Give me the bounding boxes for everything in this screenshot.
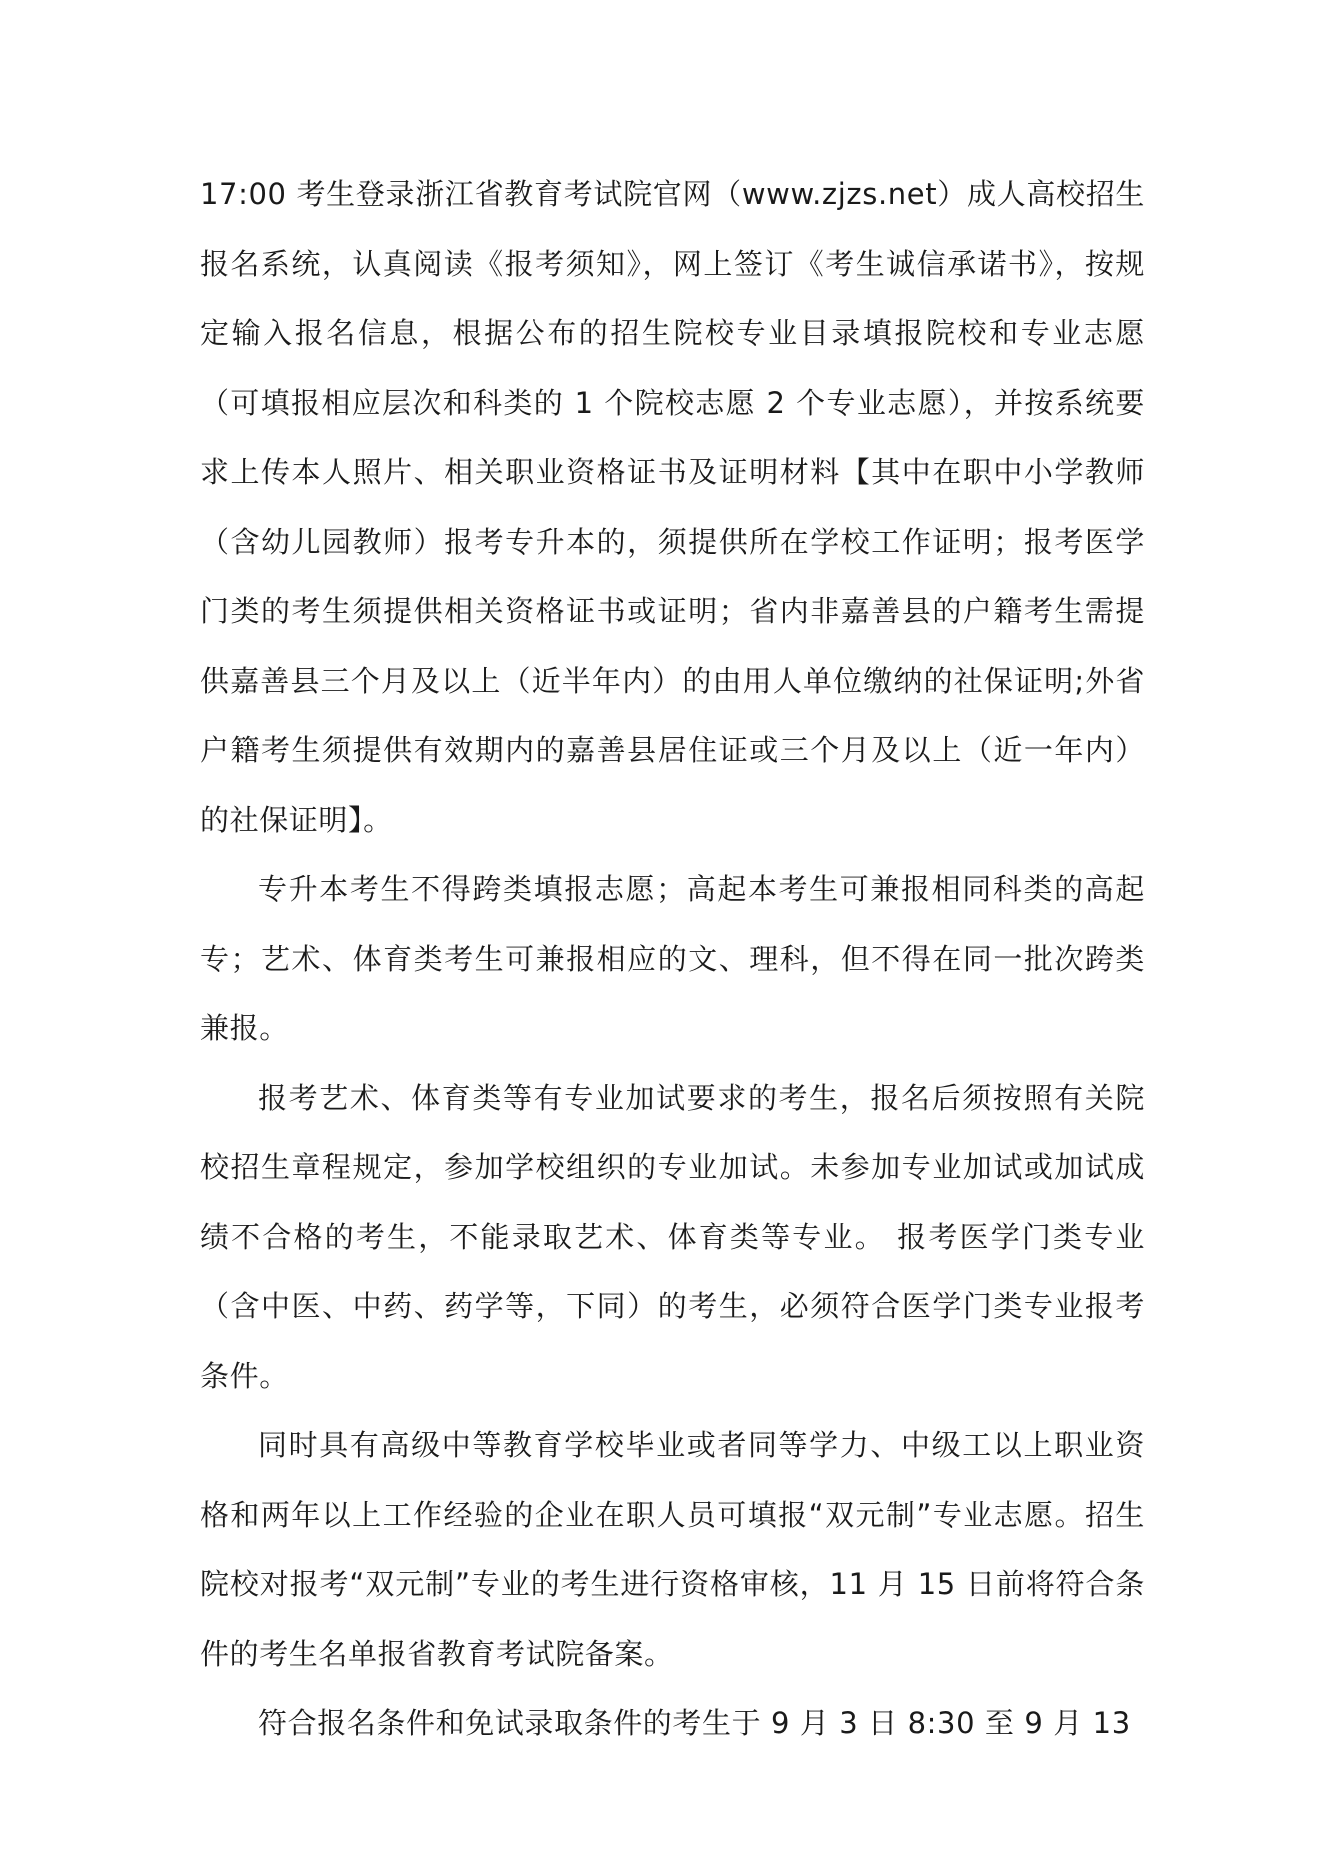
paragraph-volunteer-rules: 专升本考生不得跨类填报志愿；高起本考生可兼报相同科类的高起专；艺术、体育类考生可兼报相应的文、理科，但不得在同一批次跨类兼报。 (200, 872, 1145, 1045)
paragraph-registration-procedure: 17:00 考生登录浙江省教育考试院官网（www.zjzs.net）成人高校招生报名系统，认真阅读《报考须知》，网上签订《考生诚信承诺书》，按规定输入报名信息，根据公布的招生院校专业目录填报院校和专业志愿（可填报相应层次和科类的 1 个院校志愿 2 个专业志愿），并按系统要求上传本人照片、相关职业资格证书及证明材料【其中在职中小学教师（含幼儿园教师）报考专升本的，须提供所在学校工作证明；报考医学门类的考生须提供相关资格证书或证明；省内非嘉善县的户籍考生需提供嘉善县三个月及以上（近半年内）的由用人单位缴纳的社保证明;外省户籍考生须提供有效期内的嘉善县居住证或三个月及以上（近一年内）的社保证明】。 (200, 177, 1145, 837)
document-body (200, 160, 1145, 1759)
paragraph-exemption: 符合报名条件和免试录取条件的考生于 9 月 3 日 8:30 至 9 月 13 (258, 1706, 1131, 1740)
paragraph-dual-system: 同时具有高级中等教育学校毕业或者同等学力、中级工以上职业资格和两年以上工作经验的企业在职人员可填报“双元制”专业志愿。招生院校对报考“双元制”专业的考生进行资格审核，11 月 15 日前将符合条件的考生名单报省教育考试院备案。 (200, 1428, 1145, 1671)
paragraph-art-sports-medical: 报考艺术、体育类等有专业加试要求的考生，报名后须按照有关院校招生章程规定，参加学校组织的专业加试。未参加专业加试或加试成绩不合格的考生，不能录取艺术、体育类等专业。 报考医学门类专业（含中医、中药、药学等，下同）的考生，必须符合医学门类专业报考条件。 (200, 1080, 1145, 1393)
